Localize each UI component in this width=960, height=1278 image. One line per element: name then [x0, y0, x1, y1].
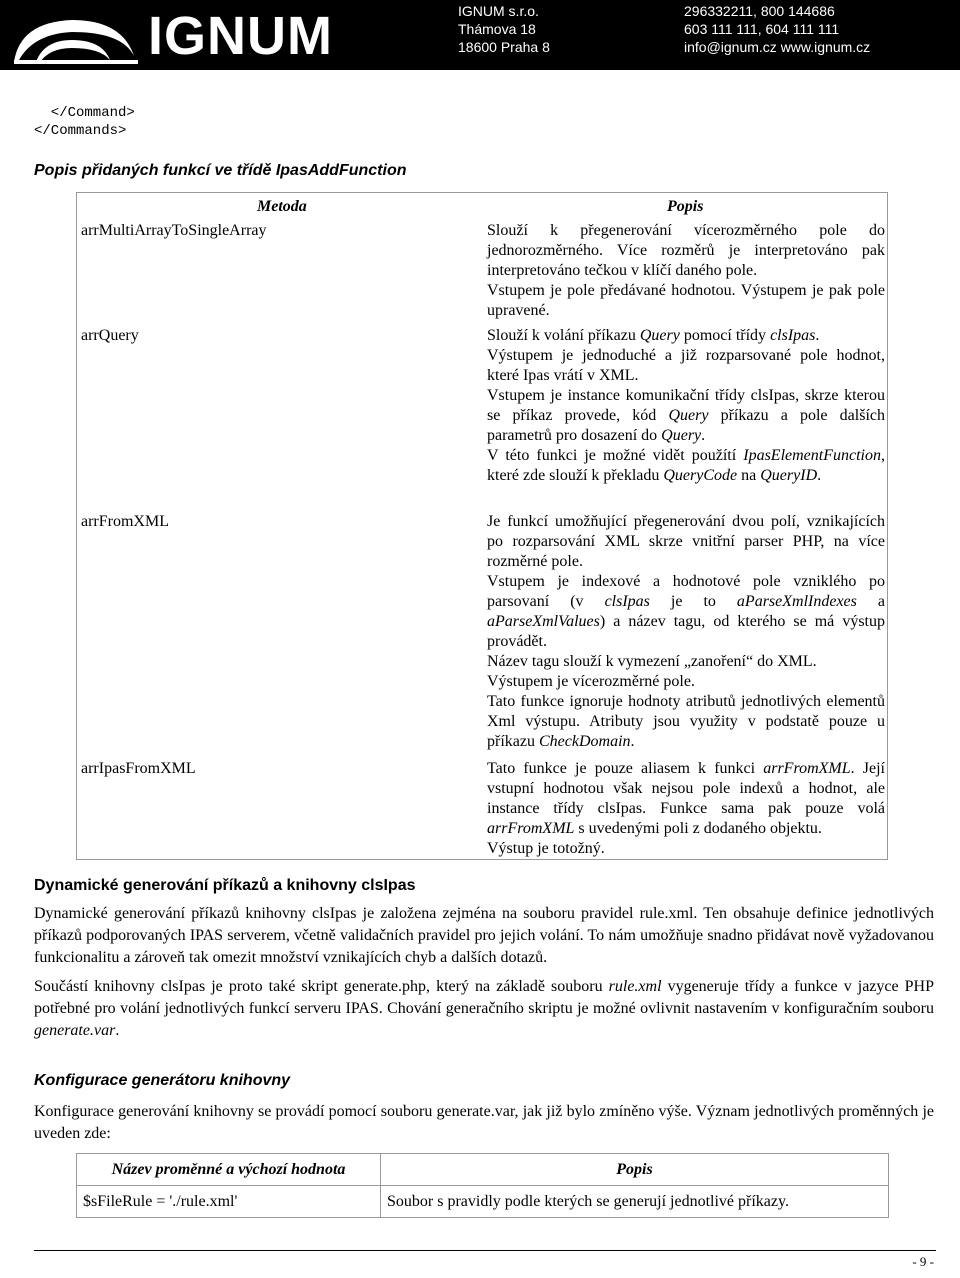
methods-table — [76, 192, 888, 860]
logo-swoosh-icon — [10, 2, 140, 66]
code-line: </Commands> — [34, 123, 127, 139]
method-name: arrFromXML — [81, 513, 169, 530]
table-header-variable: Název proměnné a výchozí hodnota — [77, 1154, 381, 1186]
ignum-logo — [10, 2, 333, 66]
table-header-row — [77, 1154, 889, 1186]
paragraph-text: Součástí knihovny clsIpas je proto také skript generate.php, který na základě souboru rule.xml vygeneruje třídy a funkce v jazyce PHP potřebné pro volání jednotlivých funkcí serveru IPAS. Chování generačního skriptu je možné ovlivnit nastavením v konfiguračním souboru generate.var. — [34, 978, 934, 1039]
description-paragraph: Vstupem je indexové a hodnotové pole vzniklého po parsovaní (v clsIpas je to aParseXmlIndexes a aParseXmlValues) a název tagu, od kterého se má výstup provádět. — [487, 573, 886, 650]
method-name: arrQuery — [81, 327, 139, 344]
company-street: Thámova 18 — [458, 21, 536, 37]
description-paragraph: Výstup je totožný. — [487, 840, 605, 857]
description-paragraph: Slouží k volání příkazu Query pomocí třídy clsIpas. — [487, 327, 820, 344]
company-contacts — [684, 2, 870, 56]
paragraph — [34, 903, 934, 969]
section-heading: Konfigurace generátoru knihovny — [34, 1072, 291, 1089]
variable-description: Soubor s pravidly podle kterých se generují jednotlivé příkazy. — [381, 1186, 889, 1218]
code-line: </Command> — [34, 105, 135, 121]
description-paragraph: Vstupem je instance komunikační třídy clsIpas, skrze kterou se příkaz provede, kód Query příkazu a pole dalších parametrů pro dosazení do Query. — [487, 387, 885, 444]
description-paragraph: Tato funkce je pouze aliasem k funkci arrFromXML. Její vstupní hodnotou však nejsou pole indexů a hodnot, ale instance třídy clsIpas. Funkce sama pak pouze volá arrFromXML s uvedenými poli z dodaného objektu. — [487, 760, 885, 837]
section-heading: Dynamické generování příkazů a knihovny clsIpas — [34, 877, 416, 894]
section-heading: Popis přidaných funkcí ve třídě IpasAddFunction — [34, 162, 407, 179]
method-name: arrIpasFromXML — [81, 760, 196, 777]
paragraph — [34, 1101, 934, 1145]
variable-name: $sFileRule = './rule.xml' — [77, 1186, 381, 1218]
method-description — [487, 512, 885, 752]
description-paragraph: Tato funkce ignoruje hodnoty atributů jednotlivých elementů Xml výstupu. Atributy jsou využity v podstatě pouze u příkazu CheckDomain. — [487, 693, 885, 750]
method-description — [487, 326, 885, 486]
paragraph-text: Dynamické generování příkazů knihovny clsIpas je založena zejména na souboru pravidel rule.xml. Ten obsahuje definice jednotlivých příkazů podporovaných IPAS serverem, včetně validačních pravidel pro jejich volání. To nám umožňuje snadno přidávat nově vyžadovanou funkcionalitu a zároveň tak omezit množství vznikajících chyb a dalších dotazů. — [34, 905, 934, 966]
description-paragraph: Slouží k přegenerování vícerozměrného pole do jednorozměrného. Více rozměrů je interpretováno pak interpretováno tečkou v klíčí daného pole. — [487, 222, 885, 279]
company-address — [458, 2, 550, 56]
table-row — [77, 1186, 889, 1218]
description-paragraph: Výstupem je jednoduché a již rozparsované pole hodnot, které Ipas vrátí v XML. — [487, 347, 885, 384]
table-header-metoda: Metoda — [257, 198, 307, 215]
method-name: arrMultiArrayToSingleArray — [81, 222, 267, 239]
description-paragraph: V této funkci je možné vidět použítí IpasElementFunction, které zde slouží k překladu QueryCode na QueryID. — [487, 447, 885, 484]
method-description — [487, 759, 885, 859]
logo-wordmark: IGNUM — [148, 6, 333, 66]
paragraph-text: Konfigurace generování knihovny se provádí pomocí souboru generate.var, jak již bylo zmíněno výše. Význam jednotlivých proměnných je uveden zde: — [34, 1103, 934, 1142]
config-table — [76, 1153, 889, 1218]
description-paragraph: Výstupem je vícerozměrné pole. — [487, 673, 695, 690]
company-phones: 603 111 111, 604 111 111 — [684, 21, 840, 37]
description-paragraph: Je funkcí umožňující přegenerování dvou polí, vznikajících po rozparsování XML skrze vnitřní parser PHP, na více rozměrné pole. — [487, 513, 885, 570]
page-number: - 9 - — [912, 1254, 934, 1269]
table-header-popis: Popis — [381, 1154, 889, 1186]
table-header-popis: Popis — [667, 198, 704, 215]
company-name: IGNUM s.r.o. — [458, 3, 539, 19]
paragraph — [34, 976, 934, 1042]
company-web: info@ignum.cz www.ignum.cz — [684, 39, 871, 55]
company-ids: 296332211, 800 144686 — [684, 3, 835, 19]
company-city: 18600 Praha 8 — [458, 39, 550, 55]
description-paragraph: Název tagu slouží k vymezení „zanoření“ do XML. — [487, 653, 817, 670]
description-paragraph: Vstupem je pole předávané hodnotou. Výstupem je pak pole upravené. — [487, 282, 885, 319]
method-description — [487, 221, 885, 321]
page-header — [0, 0, 960, 70]
footer-divider — [34, 1250, 936, 1251]
